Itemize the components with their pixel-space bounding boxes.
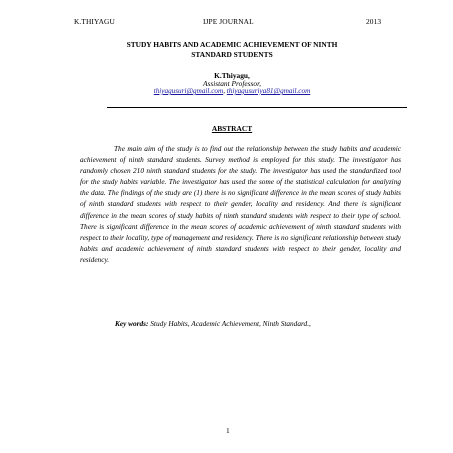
email-link-1[interactable]: thiyagusuri@gmail.com [153,87,224,95]
keywords-line [115,319,311,328]
email-link-2[interactable]: thiyagusuriya81@gmail.com [226,87,311,95]
author-name: K.Thiyagu, [214,71,250,80]
keywords-value: Study Habits, Academic Achievement, Ninth Standard., [148,319,311,328]
author-emails [60,87,404,95]
paper-title [60,40,404,60]
running-header-author: K.THIYAGU [74,17,115,26]
page-number: 1 [226,426,230,435]
horizontal-rule [107,107,407,108]
author-role: Assistant Professor, [202,79,262,88]
abstract-body: The main aim of the study is to find out the relationship between the study habits and academic achievement of ninth standard students. Survey method is employed for this study. The investigator has randomly chosen 210 ninth standard students for the study. The investigator has used the standardized tool for the study habits variable. The investigator has used the some of the statistical calculation for analyzing the data. The findings of the study are (1) there is no significant difference in the mean scores of study habits of ninth standard students with respect to their gender, locality and residency. And there is significant difference in the mean scores of study habits of ninth standard students with respect to their type of school. There is significant difference in the mean scores of academic achievement of ninth standard students with respect to their locality, type of management and residency. There is no significant relationship between study habits and academic achievement of ninth standard students with respect to their gender, locality and residency. [80,144,401,264]
paper-title-line-1: STUDY HABITS AND ACADEMIC ACHIEVEMENT OF NINTH [126,40,338,49]
paper-title-line-2: STANDARD STUDENTS [191,50,273,59]
abstract-heading: ABSTRACT [211,124,253,133]
email-separator: , [223,87,225,95]
running-header-journal: IJPE JOURNAL [203,17,254,26]
keywords-label: Key words: [115,319,149,328]
running-header-year: 2013 [366,17,382,26]
